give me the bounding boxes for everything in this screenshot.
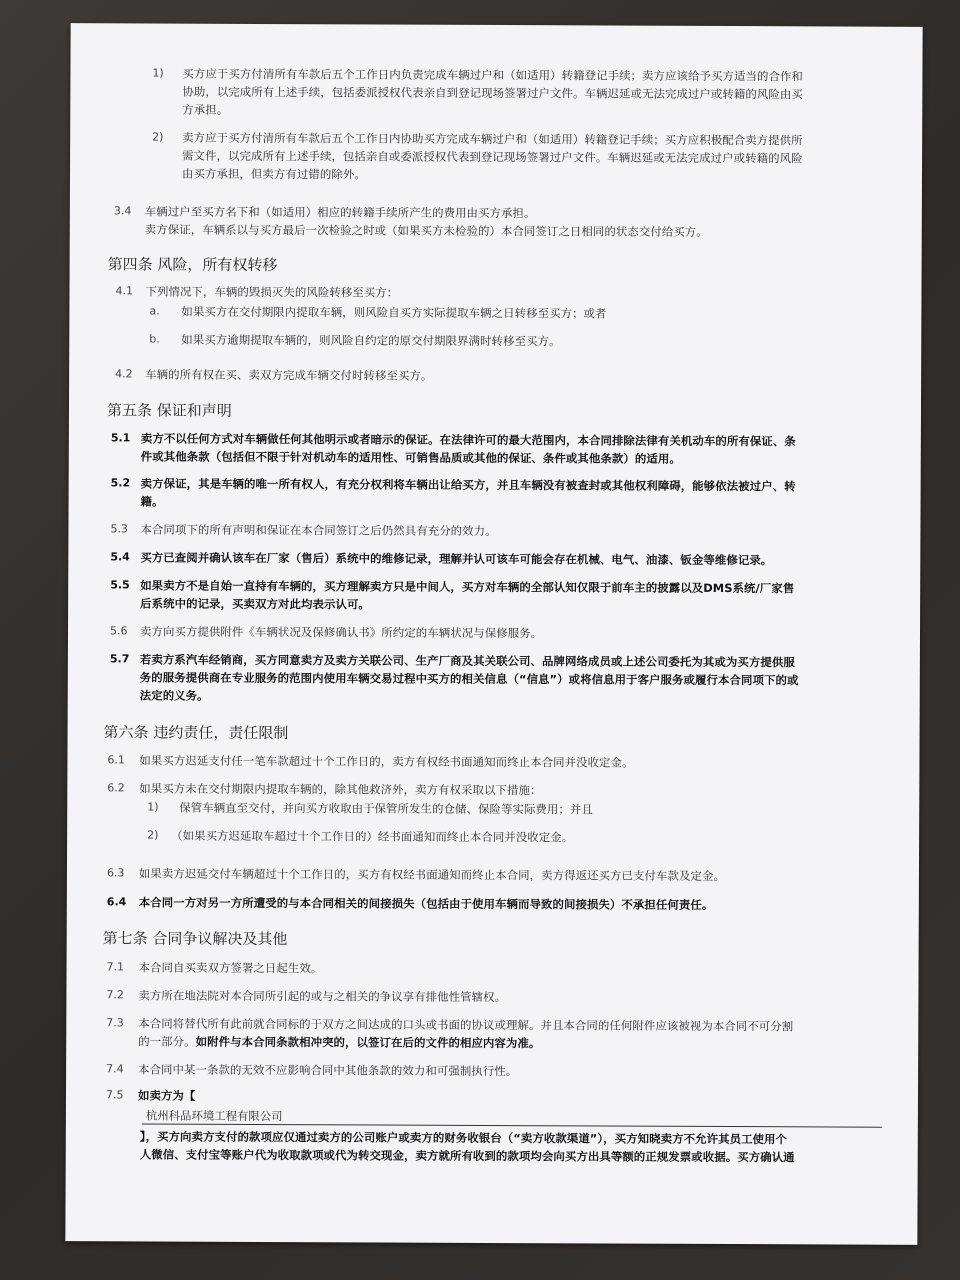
article-6-heading: 第六条 违约责任，责任限制 bbox=[103, 723, 289, 743]
clause-4-1-a-number: a. bbox=[149, 304, 160, 318]
clause-6-2-2-number: 2) bbox=[147, 828, 159, 842]
clause-3-item-2-line: 需文件，以完成所有上述手续，包括亲自或委派授权代表到登记现场签署过户文件。车辆迟延或无法完成过户或转籍的风险 bbox=[182, 148, 803, 166]
clause-5-4-number: 5.4 bbox=[110, 550, 130, 564]
clause-7-4-text: 本合同中某一条款的无效不应影响合同中其他条款的效力和可强制执行性。 bbox=[138, 1062, 518, 1079]
clause-3-item-1-line: 方承担。 bbox=[182, 102, 229, 117]
clause-3-item-1-line: 买方应于买方付清所有车款后五个工作日内负责完成车辆过户和（如适用）转籍登记手续；卖方应该给予买方适当的合作和 bbox=[182, 66, 803, 84]
clause-5-2-number: 5.2 bbox=[110, 476, 131, 490]
article-5-heading: 第五条 保证和声明 bbox=[106, 401, 232, 420]
clause-5-7-line: 务的服务提供商在专业服务的范围内使用车辆交易过程中买方的相关信息（“信息”）或将信息用于客户服务或履行本合同项下的或 bbox=[139, 670, 799, 688]
clause-5-1-line: 件或其他条款（包括但不限于针对机动车的适用性、可销售品质或其他的保证、条件或其他条款）的适用。 bbox=[140, 449, 681, 466]
clause-6-1-text: 如果买方迟延支付任一笔车款超过十个工作日的，卖方有权经书面通知而终止本合同并没收定金。 bbox=[139, 753, 634, 770]
clause-6-2-2-text: （如果买方迟延取车超过十个工作日的）经书面通知而终止本合同并没收定金。 bbox=[171, 828, 574, 845]
clause-5-5-number: 5.5 bbox=[110, 578, 130, 592]
clause-7-3-line: 本合同将替代所有此前就合同标的于双方之间达成的口头或书面的协议或理解。并且本合同的任何附件应该被视为本合同不可分割 bbox=[138, 1016, 794, 1034]
clause-5-5-line: 如果卖方不是自始一直持有车辆的，买方理解卖方只是中间人，买方对车辆的全部认知仅限于前车主的披露以及DMS系统/厂家售 bbox=[140, 578, 795, 596]
clause-4-1-a-text: 如果买方在交付期限内提取车辆，则风险自买方实际提取车辆之日转移至买方；或者 bbox=[181, 304, 607, 321]
clause-5-7-line: 法定的义务。 bbox=[139, 688, 209, 703]
seller-company-name: 杭州科品环境工程有限公司 bbox=[145, 1108, 283, 1124]
clause-5-1-number: 5.1 bbox=[110, 431, 131, 445]
clause-5-1-line: 卖方不以任何方式对车辆做任何其他明示或者暗示的保证。在法律许可的最大范围内，本合同排除法律有关机动车的所有保证、条 bbox=[140, 431, 796, 449]
article-4-heading: 第四条 风险，所有权转移 bbox=[107, 255, 278, 275]
clause-5-6-number: 5.6 bbox=[109, 624, 128, 638]
clause-7-3-line2-plain: 的一部分。 bbox=[138, 1034, 196, 1049]
clause-5-2-line: 卖方保证，其是车辆的唯一所有权人，有充分权利将车辆出让给买方，并且车辆没有被查封或其他权利障碍，能够依法被过户、转 bbox=[140, 476, 796, 494]
clause-7-3-number: 7.3 bbox=[106, 1016, 124, 1030]
contract-page bbox=[65, 23, 922, 1245]
clause-5-4-text: 买方已查阅并确认该车在厂家（售后）系统中的维修记录，理解并认可该车可能会存在机械、电气、油漆、钣金等维修记录。 bbox=[140, 550, 773, 568]
clause-7-5-text: 如卖方为【 bbox=[137, 1088, 196, 1103]
clause-7-2-number: 7.2 bbox=[106, 988, 124, 1002]
clause-3-4-line: 车辆过户至买方名下和（如适用）相应的转籍手续所产生的费用由买方承担。 bbox=[144, 204, 536, 221]
clause-5-6-text: 卖方向买方提供附件《车辆状况及保修确认书》所约定的车辆状况与保修服务。 bbox=[139, 624, 543, 641]
clause-4-2-text: 车辆的所有权在买、卖双方完成车辆交付时转移至买方。 bbox=[145, 367, 433, 383]
clause-6-2-number: 6.2 bbox=[107, 781, 125, 795]
clause-6-4-text: 本合同一方对另一方所遭受的与本合同相关的间接损失（包括由于使用车辆而导致的间接损失）不承担任何责任。 bbox=[138, 895, 714, 912]
clause-5-3-number: 5.3 bbox=[110, 522, 128, 536]
clause-6-2-text: 如果买方未在交付期限内提取车辆的，除其他救济外，卖方有权采取以下措施： bbox=[139, 781, 542, 798]
clause-7-5-line: 人微信、支付宝等账户代为收取款项或代为转交现金，卖方就所有收到的款项均会向买方出具等额的正规发票或收据。买方确认通 bbox=[139, 1147, 795, 1165]
clause-3-item-2-line: 由买方承担，但卖方有过错的除外。 bbox=[181, 166, 366, 182]
clause-6-3-text: 如果卖方迟延交付车辆超过十个工作日的，买方有权经书面通知而终止本合同，卖方得返还买方已支付车款及定金。 bbox=[138, 866, 726, 884]
clause-6-3-number: 6.3 bbox=[106, 866, 125, 880]
clause-7-3-line bbox=[138, 1033, 540, 1051]
clause-7-3-line2-bold: 如附件与本合同条款相冲突的，以签订在后的文件的相应内容为准。 bbox=[195, 1034, 541, 1051]
clause-5-7-number: 5.7 bbox=[109, 652, 130, 666]
clause-7-2-text: 卖方所在地法院对本合同所引起的或与之相关的争议享有排他性管辖权。 bbox=[138, 988, 507, 1005]
clause-5-5-line: 后系统中的记录，买卖双方对此均表示认可。 bbox=[140, 596, 370, 612]
clause-6-2-1-number: 1) bbox=[147, 800, 159, 814]
clause-3-item-1-number: 1) bbox=[152, 66, 164, 80]
clause-3-item-2-number: 2) bbox=[152, 130, 164, 144]
clause-4-1-b-text: 如果买方逾期提取车辆的，则风险自约定的原交付期限界满时转移至买方。 bbox=[181, 332, 561, 349]
clause-3-4-number: 3.4 bbox=[113, 204, 132, 218]
clause-7-5-number: 7.5 bbox=[105, 1088, 124, 1102]
clause-4-1-b-number: b. bbox=[149, 332, 160, 346]
article-7-heading: 第七条 合同争议解决及其他 bbox=[102, 929, 288, 949]
clause-5-3-text: 本合同项下的所有声明和保证在本合同签订之后仍然具有充分的效力。 bbox=[140, 522, 497, 539]
clause-3-item-1-line: 协助，以完成所有上述手续，包括委派授权代表亲自到登记现场签署过户文件。车辆迟延或无法完成过户或转籍的风险由买 bbox=[182, 84, 803, 102]
clause-3-item-2-line: 卖方应于买方付清所有车款后五个工作日内协助买方完成车辆过户和（如适用）转籍登记手续；买方应积极配合卖方提供所 bbox=[182, 130, 803, 148]
fill-line bbox=[142, 1123, 882, 1127]
clause-4-1-text: 下列情况下，车辆的毁损灭失的风险转移至买方： bbox=[145, 284, 399, 300]
clause-4-1-number: 4.1 bbox=[115, 284, 134, 298]
clause-7-1-number: 7.1 bbox=[106, 960, 125, 974]
clause-7-5-line: 】，买方向卖方支付的款项应仅通过卖方的公司账户或卖方的财务收银台（“卖方收款渠道”），买方知晓卖方不允许其员工使用个 bbox=[139, 1129, 788, 1147]
clause-4-2-number: 4.2 bbox=[115, 367, 133, 381]
clause-5-7-line: 若卖方系汽车经销商，买方同意卖方及卖方关联公司、生产厂商及其关联公司、品牌网络成员或上述公司委托为其或为买方提供服 bbox=[139, 652, 795, 670]
clause-3-4-line: 卖方保证，车辆系以与买方最后一次检验之时或（如果买方未检验的）本合同签订之日相同的状态交付给买方。 bbox=[144, 222, 708, 239]
clause-6-4-number: 6.4 bbox=[106, 895, 127, 909]
clause-7-1-text: 本合同自买卖双方签署之日起生效。 bbox=[138, 960, 323, 976]
clause-6-2-1-text: 保管车辆直至交付，并向买方收取由于保管所发生的仓储、保险等实际费用；并且 bbox=[179, 800, 593, 817]
clause-5-2-line: 籍。 bbox=[140, 494, 164, 509]
clause-7-4-number: 7.4 bbox=[106, 1062, 124, 1076]
clause-6-1-number: 6.1 bbox=[107, 753, 125, 767]
